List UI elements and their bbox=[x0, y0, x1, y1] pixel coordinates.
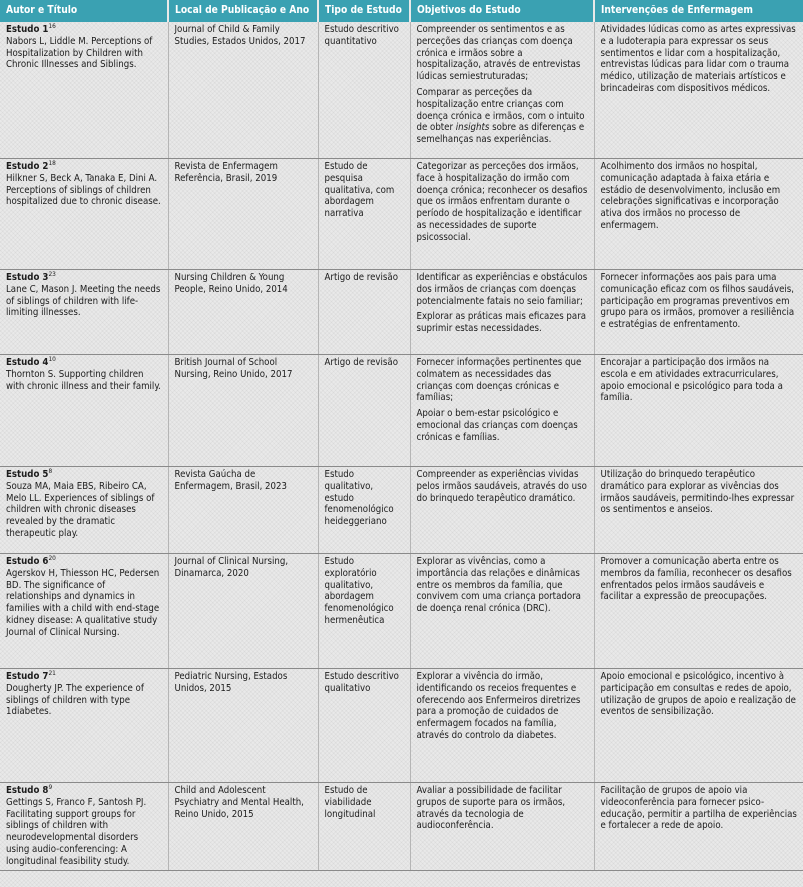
table-row bbox=[0, 22, 803, 159]
header-autor-titulo: Autor e Título bbox=[0, 0, 168, 22]
study-title bbox=[6, 354, 162, 369]
objetivo-paragraph: Avaliar a possibilidade de facilitar grupos de suporte para os irmãos, através da tecnologia de audioconferência. bbox=[416, 785, 566, 832]
study-reference: Lane C, Mason J. Meeting the needs of siblings of children with life-limiting illnesses. bbox=[6, 283, 161, 319]
cell-objetivos bbox=[410, 270, 594, 355]
study-title bbox=[6, 269, 162, 284]
cell-intervencoes: Fornecer informações aos pais para uma comunicação eficaz com os filhos saudáveis, participação em programas preventivos em grupo para os irmãos, promover a resiliência e estratégias de enfrentamento. bbox=[594, 270, 803, 355]
study-name: Estudo 8 bbox=[6, 785, 49, 796]
cell-local-ano: Revista Gaúcha de Enfermagem, Brasil, 2023 bbox=[168, 467, 318, 554]
table-row bbox=[0, 554, 803, 669]
study-name: Estudo 1 bbox=[6, 24, 49, 35]
cell-objetivos bbox=[410, 783, 594, 871]
objetivo-paragraph: Categorizar as perceções dos irmãos, face à hospitalização do irmão com doença crónica; reconhecer os desafios que os irmãos enfrentam durante o período de hospitalização e identificar as necessidades de suporte psicossocial. bbox=[416, 161, 588, 243]
header-tipo-estudo: Tipo de Estudo bbox=[318, 0, 410, 22]
cell-intervencoes: Utilização do brinquedo terapêutico dramático para explorar as vivências dos irmãos saudáveis, permitindo-lhes expressar os sentimentos e anseios. bbox=[594, 467, 803, 554]
cell-objetivos bbox=[410, 159, 594, 270]
objetivo-paragraph: Explorar a vivência do irmão, identificando os receios frequentes e oferecendo aos Enfermeiros diretrizes para a promoção de cuidados de enfermagem focados na família, através do controlo da diabetes. bbox=[416, 671, 581, 741]
cell-tipo-estudo: Estudo de viabilidade longitudinal bbox=[318, 783, 410, 871]
study-title bbox=[6, 158, 162, 173]
table-row bbox=[0, 669, 803, 783]
cell-objetivos bbox=[410, 467, 594, 554]
cell-autor-titulo bbox=[0, 355, 168, 467]
cell-tipo-estudo: Artigo de revisão bbox=[318, 355, 410, 467]
cell-objetivos bbox=[410, 355, 594, 467]
cell-local-ano: Nursing Children & Young People, Reino Unido, 2014 bbox=[168, 270, 318, 355]
cell-intervencoes: Promover a comunicação aberta entre os membros da família, reconhecer os desafios enfrentados pelos irmãos saudáveis e facilitar a expressão de preocupações. bbox=[594, 554, 803, 669]
objetivo-paragraph: Comparar as perceções da hospitalização entre crianças com doença crónica e irmãos, com o intuito de obter insights sobre as diferenças e semelhanças nas experiências. bbox=[416, 86, 585, 146]
study-reference: Nabors L, Liddle M. Perceptions of Hospitalization by Children with Chronic Illnesses and Siblings. bbox=[6, 35, 153, 71]
cell-autor-titulo bbox=[0, 669, 168, 783]
cell-tipo-estudo: Estudo descritivo qualitativo bbox=[318, 669, 410, 783]
study-ref-number: 20 bbox=[48, 553, 56, 562]
cell-tipo-estudo: Estudo qualitativo, estudo fenomenológico heideggeriano bbox=[318, 467, 410, 554]
study-title bbox=[6, 21, 162, 36]
cell-local-ano: British Journal of School Nursing, Reino Unido, 2017 bbox=[168, 355, 318, 467]
objetivo-paragraph: Explorar as vivências, como a importância das relações e dinâmicas entre os membros da família, que convivem com uma criança portadora de doença renal crónica (DRC). bbox=[416, 556, 581, 615]
study-reference: Thornton S. Supporting children with chronic illness and their family. bbox=[6, 368, 161, 392]
insights-emphasis: insights bbox=[455, 122, 490, 134]
cell-intervencoes: Apoio emocional e psicológico, incentivo à participação em consultas e redes de apoio, utilização de grupos de apoio e realização de eventos de sensibilização. bbox=[594, 669, 803, 783]
cell-intervencoes: Facilitação de grupos de apoio via videoconferência para fornecer psico-educação, permitir a partilha de experiências e fortalecer a rede de apoio. bbox=[594, 783, 803, 871]
cell-tipo-estudo: Estudo descritivo quantitativo bbox=[318, 22, 410, 159]
objetivo-paragraph: Compreender as experiências vividas pelos irmãos saudáveis, através do uso do brinquedo terapêutico dramático. bbox=[416, 469, 587, 504]
study-reference: Souza MA, Maia EBS, Ribeiro CA, Melo LL. Experiences of siblings of children with chronic diseases revealed by the dramatic therapeutic play. bbox=[6, 480, 155, 539]
cell-tipo-estudo: Estudo exploratório qualitativo, abordagem fenomenológico hermenêutica bbox=[318, 554, 410, 669]
cell-intervencoes: Encorajar a participação dos irmãos na escola e em atividades extracurriculares, apoio emocional e psicológico para toda a família. bbox=[594, 355, 803, 467]
study-name: Estudo 3 bbox=[6, 272, 49, 283]
cell-local-ano: Pediatric Nursing, Estados Unidos, 2015 bbox=[168, 669, 318, 783]
table-row bbox=[0, 355, 803, 467]
cell-intervencoes: Atividades lúdicas como as artes expressivas e a ludoterapia para expressar os seus sentimentos e lidar com a hospitalização, entrevistas lúdicas para lidar com o trauma médico, utilização de materiais artísticos e brincadeiras com dispositivos médicos. bbox=[594, 22, 803, 159]
study-name: Estudo 6 bbox=[6, 556, 49, 567]
study-ref-number: 23 bbox=[48, 269, 56, 278]
study-reference: Hilkner S, Beck A, Tanaka E, Dini A. Perceptions of siblings of children hospitalized due to chronic disease. bbox=[6, 172, 161, 208]
cell-local-ano: Journal of Child & Family Studies, Estados Unidos, 2017 bbox=[168, 22, 318, 159]
cell-autor-titulo bbox=[0, 783, 168, 871]
study-title bbox=[6, 553, 162, 568]
objetivo-paragraph: Compreender os sentimentos e as perceções das crianças com doença crónica e irmãos sobre a hospitalização, através de entrevistas lúdicas semiestruturadas; bbox=[416, 24, 581, 83]
objetivo-paragraph: Identificar as experiências e obstáculos dos irmãos de crianças com doenças potencialmente fatais no seio familiar; bbox=[416, 272, 588, 307]
cell-objetivos bbox=[410, 22, 594, 159]
study-reference: Dougherty JP. The experience of siblings of children with type 1diabetes. bbox=[6, 682, 144, 718]
cell-local-ano: Revista de Enfermagem Referência, Brasil, 2019 bbox=[168, 159, 318, 270]
study-ref-number: 21 bbox=[48, 668, 56, 677]
cell-tipo-estudo: Estudo de pesquisa qualitativa, com abordagem narrativa bbox=[318, 159, 410, 270]
study-reference: Agerskov H, Thiesson HC, Pedersen BD. The significance of relationships and dynamics in families with a child with end-stage kidney disease: A qualitative study Journal of Clinical Nursing. bbox=[6, 567, 160, 638]
cell-local-ano: Child and Adolescent Psychiatry and Mental Health, Reino Unido, 2015 bbox=[168, 783, 318, 871]
cell-local-ano: Journal of Clinical Nursing, Dinamarca, 2020 bbox=[168, 554, 318, 669]
objetivo-paragraph: Fornecer informações pertinentes que colmatem as necessidades das crianças com doenças crónicas e famílias; bbox=[416, 357, 582, 404]
cell-intervencoes: Acolhimento dos irmãos no hospital, comunicação adaptada à faixa etária e estádio de desenvolvimento, inclusão em celebrações significativas e incorporação ativa dos irmãos no processo de enfermagem. bbox=[594, 159, 803, 270]
table-row bbox=[0, 467, 803, 554]
cell-objetivos bbox=[410, 669, 594, 783]
cell-autor-titulo bbox=[0, 159, 168, 270]
table-row bbox=[0, 783, 803, 871]
study-title bbox=[6, 782, 162, 797]
cell-autor-titulo bbox=[0, 554, 168, 669]
study-title bbox=[6, 668, 162, 683]
header-objetivos: Objetivos do Estudo bbox=[410, 0, 594, 22]
table-body bbox=[0, 22, 803, 870]
cell-tipo-estudo: Artigo de revisão bbox=[318, 270, 410, 355]
table-header bbox=[0, 0, 803, 22]
study-title bbox=[6, 466, 162, 481]
table-row bbox=[0, 270, 803, 355]
study-name: Estudo 5 bbox=[6, 469, 49, 480]
study-ref-number: 16 bbox=[48, 21, 56, 30]
objetivo-paragraph: Explorar as práticas mais eficazes para suprimir estas necessidades. bbox=[416, 311, 587, 335]
table-row bbox=[0, 159, 803, 270]
study-name: Estudo 4 bbox=[6, 357, 49, 368]
study-name: Estudo 2 bbox=[6, 161, 49, 172]
cell-objetivos bbox=[410, 554, 594, 669]
study-name: Estudo 7 bbox=[6, 671, 49, 682]
header-intervencoes: Intervenções de Enfermagem bbox=[594, 0, 803, 22]
study-ref-number: 8 bbox=[48, 466, 53, 475]
objetivo-paragraph: Apoiar o bem-estar psicológico e emocional das crianças com doenças crónicas e famílias. bbox=[416, 408, 578, 443]
cell-autor-titulo bbox=[0, 22, 168, 159]
study-ref-number: 10 bbox=[48, 354, 56, 363]
study-ref-number: 18 bbox=[48, 158, 56, 167]
study-reference: Gettings S, Franco F, Santosh PJ. Facilitating support groups for siblings of children with neurodevelopmental disorders using audio-conferencing: A longitudinal feasibility study. bbox=[6, 796, 147, 867]
study-ref-number: 9 bbox=[48, 782, 53, 791]
header-local-ano: Local de Publicação e Ano bbox=[168, 0, 318, 22]
cell-autor-titulo bbox=[0, 467, 168, 554]
cell-autor-titulo bbox=[0, 270, 168, 355]
